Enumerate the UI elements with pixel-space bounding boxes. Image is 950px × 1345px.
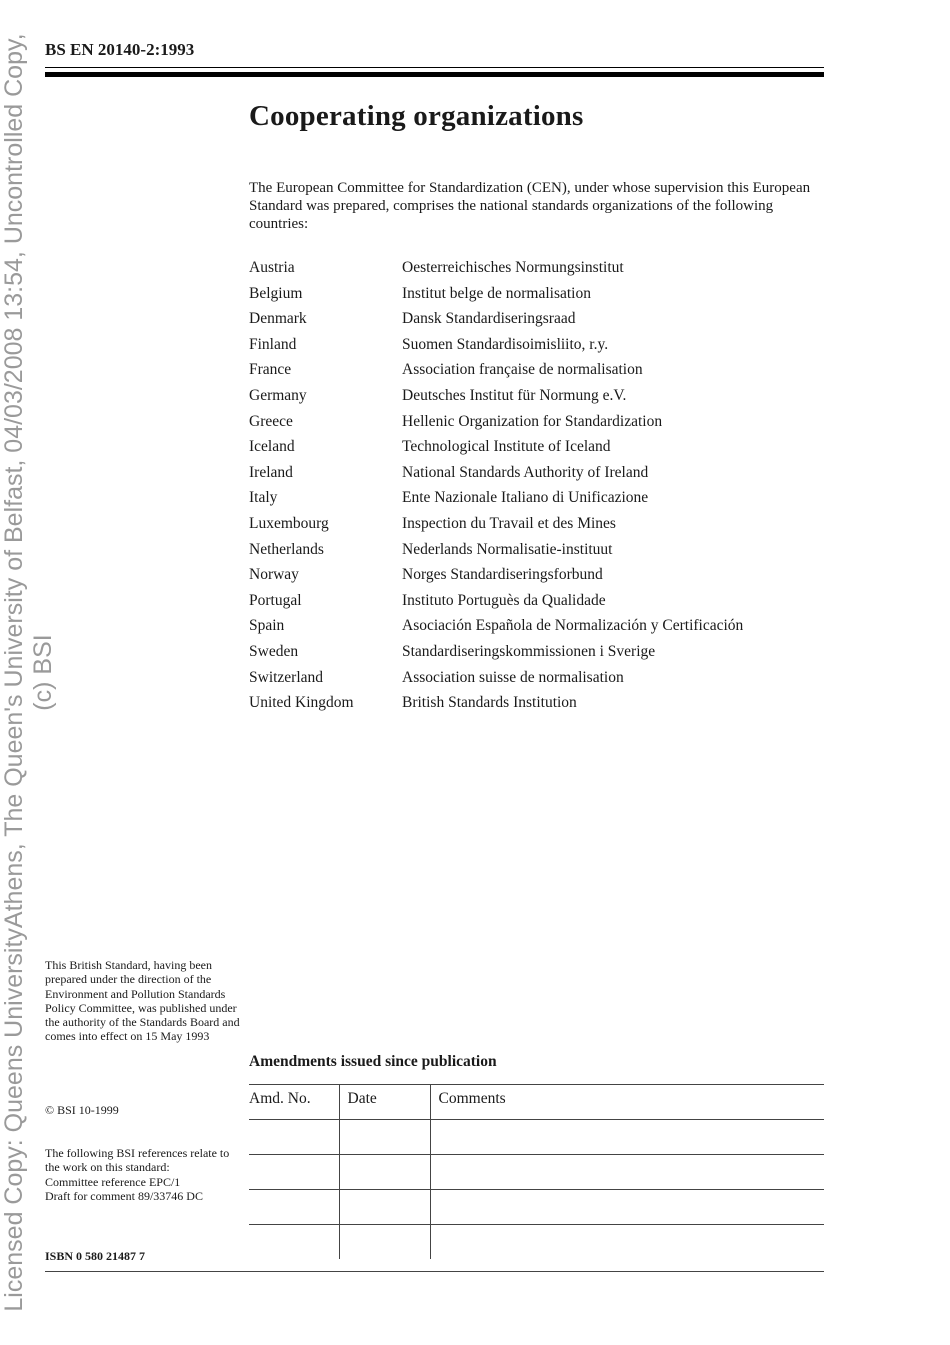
country-name: Italy: [249, 489, 278, 507]
country-name: Belgium: [249, 284, 303, 302]
amendment-row: [249, 1120, 824, 1155]
organization-name: Hellenic Organization for Standardization: [402, 412, 663, 430]
organization-row: [249, 284, 829, 310]
organization-name: British Standards Institution: [402, 694, 577, 712]
organization-row: [249, 642, 829, 668]
organization-name: Asociación Española de Normalización y Certificación: [402, 617, 744, 635]
country-name: Switzerland: [249, 668, 324, 686]
organization-name: Dansk Standardiseringsraad: [402, 310, 576, 328]
organization-name: Nederlands Normalisatie-instituut: [402, 540, 613, 558]
organization-row: [249, 540, 829, 566]
country-name: Austria: [249, 259, 295, 276]
copyright-note: © BSI 10-1999: [45, 1103, 119, 1117]
country-name: Greece: [249, 412, 293, 430]
country-name: Ireland: [249, 463, 293, 481]
publication-note: This British Standard, having been prepared under the direction of the Environment and Pollution Standards Policy Committee, was published under the authority of the Standards Board and comes into effect on 15 May 1993: [45, 958, 240, 1044]
organizations-list: [249, 258, 829, 719]
organization-name: Oesterreichisches Normungsinstitut: [402, 259, 624, 276]
organization-name: Association suisse de normalisation: [402, 668, 624, 686]
amendments-heading: Amendments issued since publication: [249, 1053, 497, 1070]
amendment-row: [249, 1225, 824, 1260]
country-name: Spain: [249, 617, 285, 635]
column-amd-no: Amd. No.: [249, 1090, 311, 1107]
organization-row: [249, 565, 829, 591]
organization-row: [249, 412, 829, 438]
organization-name: Ente Nazionale Italiano di Unificazione: [402, 489, 649, 507]
country-name: Germany: [249, 386, 307, 404]
organization-name: Technological Institute of Iceland: [402, 438, 611, 456]
amendments-header-row: [249, 1085, 824, 1120]
amendment-cell: [430, 1190, 824, 1225]
organization-name: Association française de normalisation: [402, 361, 643, 379]
bottom-rule: [45, 1271, 824, 1272]
organization-row: [249, 386, 829, 412]
organization-name: Deutsches Institut für Normung e.V.: [402, 386, 627, 404]
organization-row: [249, 668, 829, 694]
country-name: Finland: [249, 335, 297, 353]
references-intro: The following BSI references relate to the work on this standard:: [45, 1146, 230, 1175]
amendment-cell: [430, 1155, 824, 1190]
country-name: Luxembourg: [249, 514, 329, 532]
country-name: Norway: [249, 566, 299, 584]
watermark-line-1: Licensed Copy: Queens UniversityAthens, The Queen's University of Belfast, 04/03/2008 13:54, Uncontrolled Copy,: [0, 33, 28, 1312]
committee-reference: Committee reference EPC/1: [45, 1174, 181, 1189]
organization-name: Inspection du Travail et des Mines: [402, 514, 616, 532]
organization-row: [249, 591, 829, 617]
header-rule-thick: [45, 72, 824, 77]
copyright-watermark: [0, 0, 60, 1345]
amendment-cell: [430, 1225, 824, 1260]
draft-reference: Draft for comment 89/33746 DC: [45, 1188, 203, 1203]
organization-row: [249, 360, 829, 386]
country-name: United Kingdom: [249, 694, 354, 712]
amendment-cell: [249, 1190, 339, 1225]
organization-name: Norges Standardiseringsforbund: [402, 566, 603, 584]
amendment-cell: [249, 1120, 339, 1155]
isbn: ISBN 0 580 21487 7: [45, 1249, 146, 1263]
page-title: Cooperating organizations: [249, 100, 584, 132]
amendment-cell: [339, 1225, 430, 1260]
watermark-line-2: (c) BSI: [29, 634, 57, 711]
organization-name: Institut belge de normalisation: [402, 284, 591, 302]
country-name: Portugal: [249, 591, 302, 609]
organization-row: [249, 309, 829, 335]
intro-paragraph: The European Committee for Standardization (CEN), under whose supervision this European Standard was prepared, comprises the national standards organizations of the following countries:: [249, 180, 811, 232]
organization-row: [249, 463, 829, 489]
document-id: BS EN 20140-2:1993: [45, 40, 195, 59]
references-note: [45, 1146, 240, 1203]
amendment-row: [249, 1190, 824, 1225]
amendment-cell: [249, 1225, 339, 1260]
organization-name: Instituto Portuguès da Qualidade: [402, 591, 606, 609]
country-name: Sweden: [249, 642, 299, 660]
column-comments: Comments: [430, 1085, 824, 1120]
organization-row: [249, 437, 829, 463]
organization-row: [249, 258, 829, 284]
country-name: Denmark: [249, 310, 307, 328]
amendments-table: [249, 1084, 824, 1259]
organization-row: [249, 335, 829, 361]
organization-name: Standardiseringskommissionen i Sverige: [402, 642, 656, 660]
amendment-cell: [339, 1155, 430, 1190]
country-name: Iceland: [249, 438, 295, 456]
amendment-cell: [339, 1120, 430, 1155]
organization-name: Suomen Standardisoimisliito, r.y.: [402, 335, 609, 353]
header-rule-thin: [45, 67, 824, 68]
amendment-cell: [430, 1120, 824, 1155]
organization-row: [249, 488, 829, 514]
organization-row: [249, 514, 829, 540]
amendment-cell: [339, 1190, 430, 1225]
amendment-row: [249, 1155, 824, 1190]
organization-name: National Standards Authority of Ireland: [402, 463, 649, 481]
column-date: Date: [339, 1085, 430, 1120]
amendment-cell: [249, 1155, 339, 1190]
country-name: France: [249, 361, 292, 379]
organization-row: [249, 693, 829, 719]
organization-row: [249, 616, 829, 642]
country-name: Netherlands: [249, 540, 324, 558]
